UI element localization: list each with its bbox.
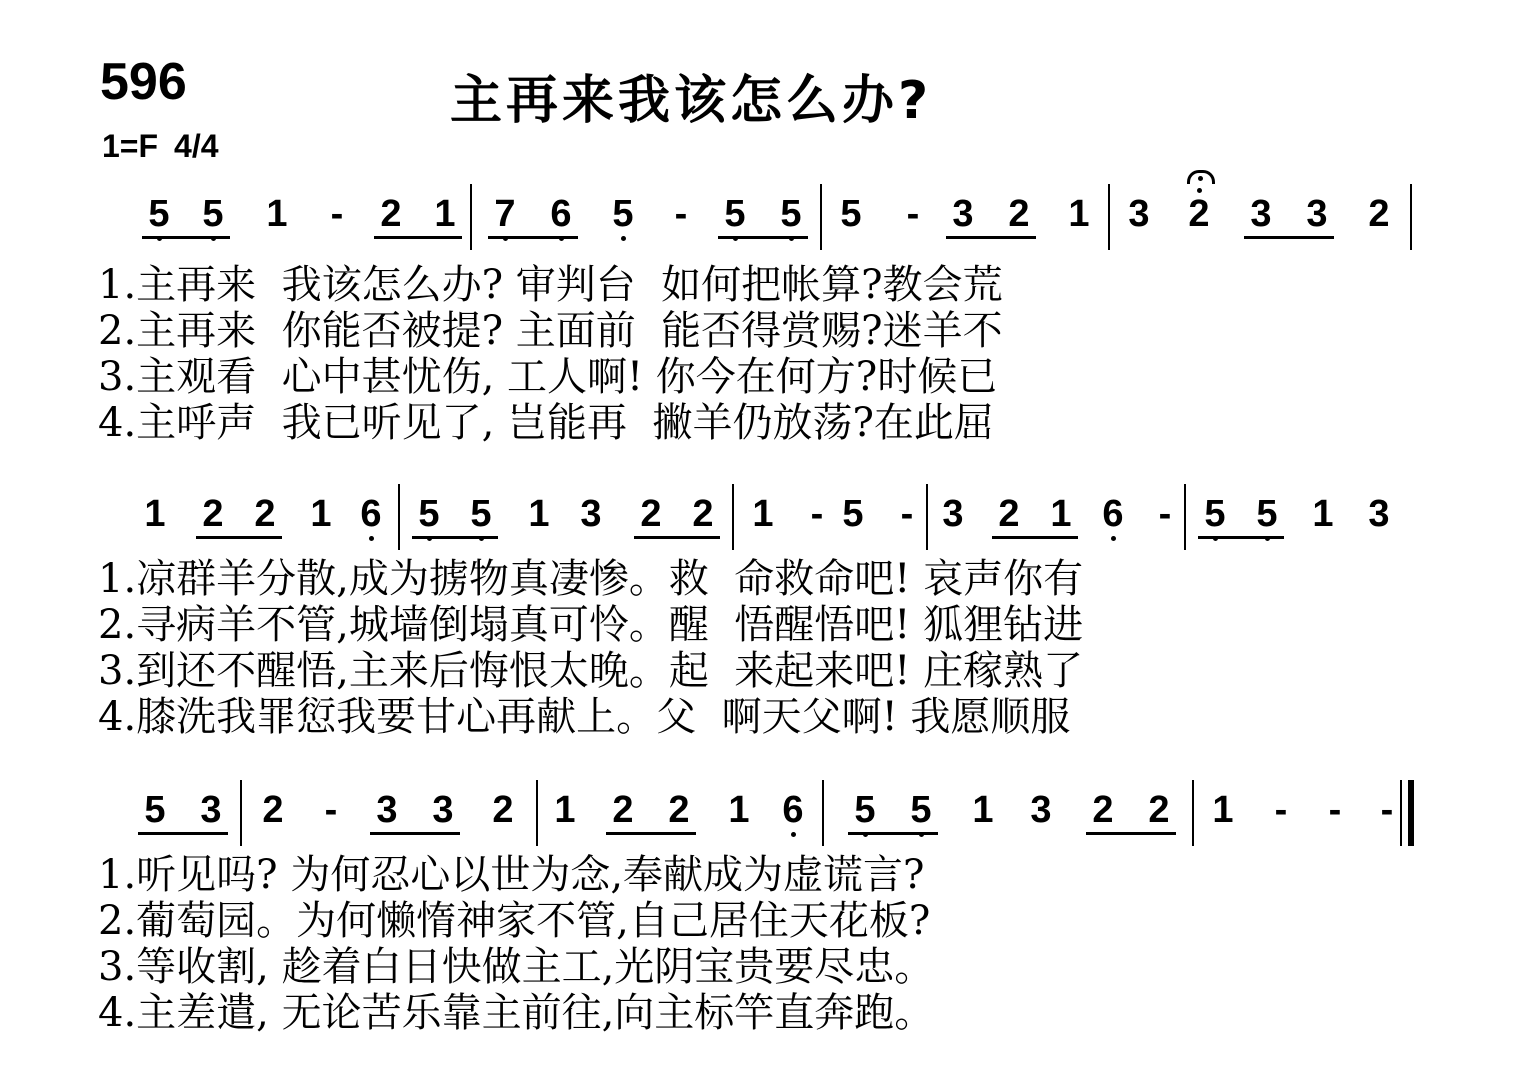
note-3: 3 xyxy=(376,789,398,831)
note-2: 2 xyxy=(1092,789,1114,831)
barline xyxy=(926,484,928,550)
key-label: 1=F xyxy=(102,128,159,164)
note-2: 2 xyxy=(202,493,224,535)
note-1: 1 xyxy=(554,789,576,831)
beam-line xyxy=(606,832,696,835)
final-barline-thin xyxy=(1400,780,1402,846)
barline xyxy=(1410,184,1412,250)
note-1: 1 xyxy=(728,789,750,831)
beam-line xyxy=(374,236,462,239)
note-1: 1 xyxy=(1212,789,1234,831)
note-2: 2 xyxy=(1148,789,1170,831)
dash-note: - xyxy=(330,193,344,235)
note-6: 6 xyxy=(354,492,388,536)
time-signature: 4/4 xyxy=(174,128,219,164)
note-1: 1 xyxy=(434,193,456,235)
note-2: 2 xyxy=(692,493,714,535)
barline xyxy=(536,780,538,846)
dash-note: - xyxy=(900,493,914,535)
beam-line xyxy=(488,236,578,239)
note-2: 2 xyxy=(1008,193,1030,235)
beam-line xyxy=(370,832,460,835)
note-3: 3 xyxy=(942,493,964,535)
low-octave-dot xyxy=(369,536,374,541)
note-1: 1 xyxy=(144,493,166,535)
dash-note: - xyxy=(1274,789,1288,831)
beam-line xyxy=(992,536,1078,539)
barline xyxy=(1192,780,1194,846)
lyric-line-verse-3: 3.到还不醒悟,主来后悔恨太晚。起 来起来吧! 庄稼熟了 xyxy=(98,648,1084,694)
music-line-3 xyxy=(0,788,1534,848)
beam-line xyxy=(412,536,498,539)
beam-line xyxy=(1086,832,1176,835)
note-1: 1 xyxy=(1312,493,1334,535)
note-2: 2 xyxy=(262,789,284,831)
note-2: 2 xyxy=(254,493,276,535)
note-1: 1 xyxy=(752,493,774,535)
note-6: 6 xyxy=(776,788,810,832)
low-octave-dot xyxy=(1111,536,1116,541)
dash-note: - xyxy=(1158,493,1172,535)
lyric-line-verse-2: 2.葡萄园。为何懒惰神家不管,自己居住天花板? xyxy=(98,898,931,944)
high-octave-dot xyxy=(1197,188,1202,193)
dash-note: - xyxy=(810,493,824,535)
note-2: 2 xyxy=(1182,192,1216,236)
note-3: 3 xyxy=(1030,789,1052,831)
lyric-line-verse-1: 1.听见吗? 为何忍心以世为念,奉献成为虚谎言? xyxy=(98,852,925,898)
note-2: 2 xyxy=(380,193,402,235)
note-3: 3 xyxy=(580,493,602,535)
note-5: 5 xyxy=(774,192,808,236)
note-5: 5 xyxy=(464,492,498,536)
note-1: 1 xyxy=(972,789,994,831)
dash-note: - xyxy=(1328,789,1342,831)
beam-line xyxy=(634,536,720,539)
fermata-icon xyxy=(1187,170,1215,184)
dash-note: - xyxy=(1380,789,1394,831)
note-2: 2 xyxy=(668,789,690,831)
note-1: 1 xyxy=(266,193,288,235)
beam-line xyxy=(196,536,282,539)
lyric-line-verse-1: 1.凉群羊分散,成为掳物真凄惨。救 命救命吧! 哀声你有 xyxy=(98,556,1084,602)
beam-line xyxy=(848,832,938,835)
barline xyxy=(398,484,400,550)
music-line-1 xyxy=(0,192,1534,252)
note-3: 3 xyxy=(200,789,222,831)
hymn-title: 主再来我该怎么办? xyxy=(450,71,933,131)
note-1: 1 xyxy=(1050,493,1072,535)
note-5: 5 xyxy=(904,788,938,832)
note-3: 3 xyxy=(1128,193,1150,235)
note-5: 5 xyxy=(840,193,862,235)
note-1: 1 xyxy=(528,493,550,535)
note-3: 3 xyxy=(952,193,974,235)
note-5: 5 xyxy=(144,789,166,831)
barline xyxy=(732,484,734,550)
note-5: 5 xyxy=(1250,492,1284,536)
note-7: 7 xyxy=(488,192,522,236)
note-3: 3 xyxy=(1368,493,1390,535)
note-2: 2 xyxy=(998,493,1020,535)
lyric-line-verse-4: 4.主呼声 我已听见了, 岂能再 撇羊仍放荡?在此屈 xyxy=(98,400,994,446)
note-1: 1 xyxy=(1068,193,1090,235)
key-signature xyxy=(102,128,235,165)
note-2: 2 xyxy=(640,493,662,535)
lyric-line-verse-2: 2.主再来 你能否被提? 主面前 能否得赏赐?迷羊不 xyxy=(98,308,1003,354)
note-5: 5 xyxy=(1198,492,1232,536)
note-5: 5 xyxy=(842,493,864,535)
note-1: 1 xyxy=(310,493,332,535)
note-5: 5 xyxy=(196,192,230,236)
dash-note: - xyxy=(674,193,688,235)
note-5: 5 xyxy=(606,192,640,236)
hymn-number: 596 xyxy=(100,53,187,111)
lyric-line-verse-3: 3.主观看 心中甚忧伤, 工人啊! 你今在何方?时候已 xyxy=(98,354,998,400)
note-2: 2 xyxy=(612,789,634,831)
beam-line xyxy=(1198,536,1284,539)
note-3: 3 xyxy=(1250,193,1272,235)
beam-line xyxy=(1244,236,1334,239)
note-5: 5 xyxy=(412,492,446,536)
low-octave-dot xyxy=(791,832,796,837)
lyric-line-verse-4: 4.主差遣, 无论苦乐靠主前往,向主标竿直奔跑。 xyxy=(98,990,935,1036)
note-5: 5 xyxy=(718,192,752,236)
note-2: 2 xyxy=(1368,193,1390,235)
barline xyxy=(240,780,242,846)
dash-note: - xyxy=(324,789,338,831)
lyric-line-verse-1: 1.主再来 我该怎么办? 审判台 如何把帐算?教会荒 xyxy=(98,262,1003,308)
note-3: 3 xyxy=(1306,193,1328,235)
lyric-line-verse-3: 3.等收割, 趁着白日快做主工,光阴宝贵要尽忠。 xyxy=(98,944,935,990)
note-6: 6 xyxy=(1096,492,1130,536)
beam-line xyxy=(142,236,230,239)
dash-note: - xyxy=(906,193,920,235)
note-5: 5 xyxy=(142,192,176,236)
music-line-2 xyxy=(0,492,1534,552)
note-6: 6 xyxy=(544,192,578,236)
beam-line xyxy=(718,236,808,239)
note-2: 2 xyxy=(492,789,514,831)
barline xyxy=(1108,184,1110,250)
barline xyxy=(822,780,824,846)
beam-line xyxy=(138,832,228,835)
note-5: 5 xyxy=(848,788,882,832)
barline xyxy=(470,184,472,250)
beam-line xyxy=(946,236,1036,239)
final-barline xyxy=(1408,780,1414,846)
lyric-line-verse-4: 4.膝洗我罪愆我要甘心再献上。父 啊天父啊! 我愿顺服 xyxy=(98,694,1071,740)
low-octave-dot xyxy=(621,236,626,241)
barline xyxy=(820,184,822,250)
lyric-line-verse-2: 2.寻病羊不管,城墙倒塌真可怜。醒 悟醒悟吧! 狐狸钻进 xyxy=(98,602,1084,648)
barline xyxy=(1184,484,1186,550)
note-3: 3 xyxy=(432,789,454,831)
